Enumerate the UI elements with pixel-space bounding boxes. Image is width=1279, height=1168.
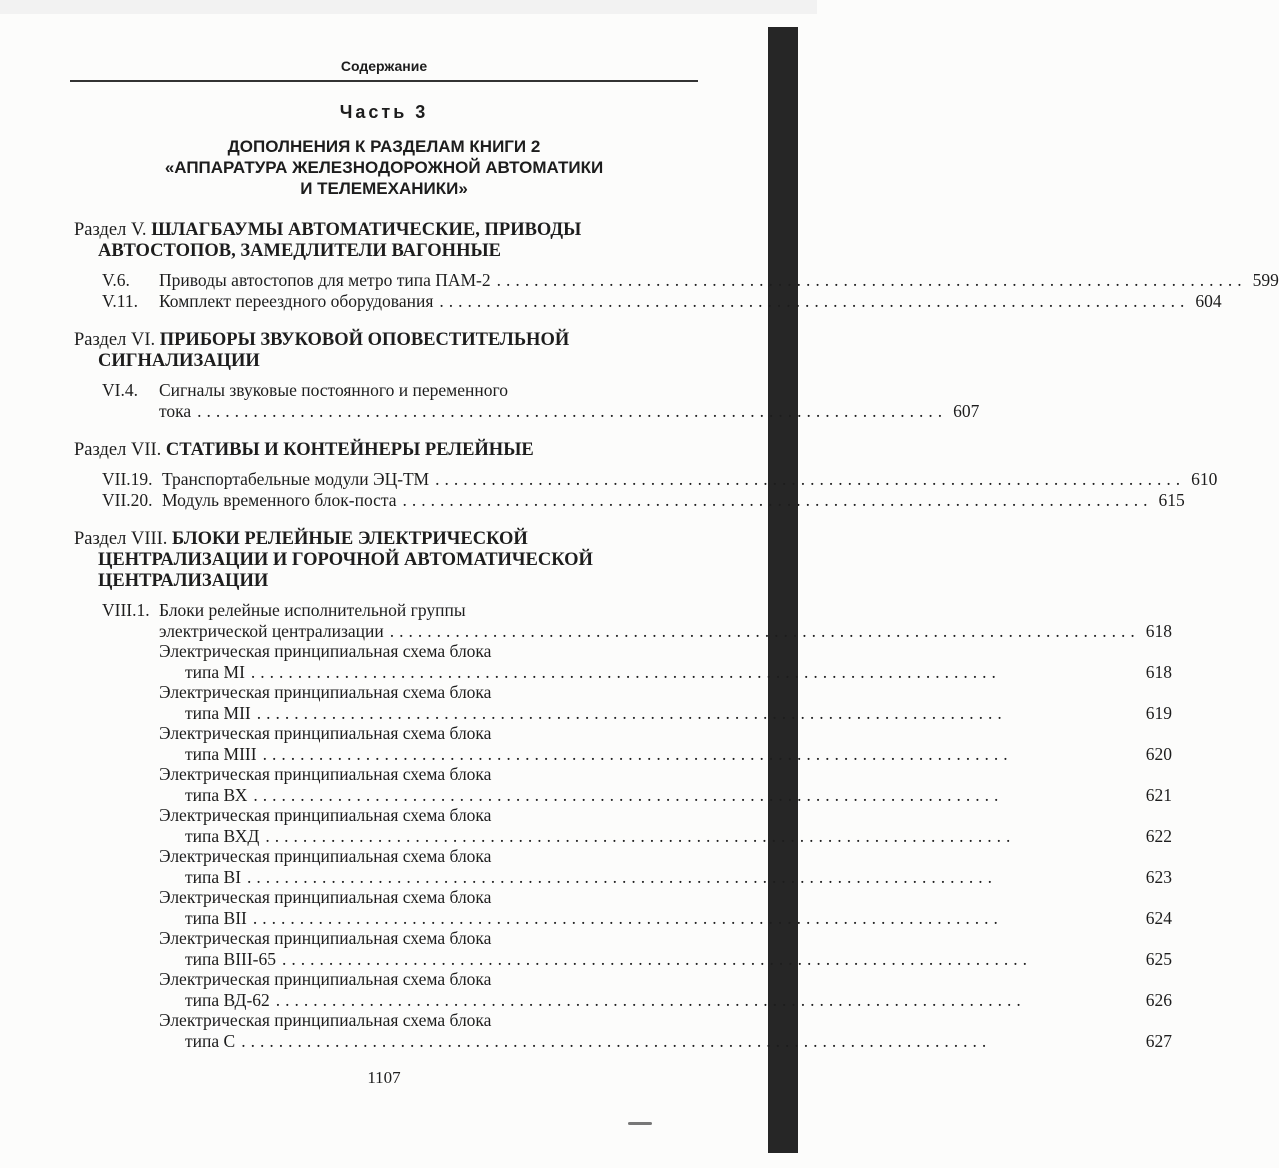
section-heading xyxy=(74,330,699,372)
subentry-title: типа МII xyxy=(185,702,251,723)
section-label: Раздел VII. xyxy=(74,440,162,460)
toc-subentry[interactable] xyxy=(159,682,1172,723)
entry-number: V.11. xyxy=(102,290,138,311)
subentry-title: типа ВII xyxy=(185,907,247,928)
subentry-page: 621 xyxy=(1145,784,1172,805)
dot-leader: ................................................................................ xyxy=(439,290,1190,311)
subentry-title-line: Электрическая принципиальная схема блока xyxy=(159,969,492,989)
subentry-title: типа ВХ xyxy=(185,784,248,805)
toc-subentry[interactable] xyxy=(159,887,1172,928)
section-heading xyxy=(74,529,699,592)
subentry-title: типа ВIII-65 xyxy=(185,948,277,969)
subentry-title-line: Электрическая принципиальная схема блока xyxy=(159,846,492,866)
subentry-title: типа ВХД xyxy=(185,825,260,846)
toc-section xyxy=(74,440,1218,510)
entry-title-line: Сигналы звуковые постоянного и переменного xyxy=(159,380,508,400)
dot-leader: ................................................................................ xyxy=(241,1030,992,1051)
entry-title: тока xyxy=(159,400,192,421)
dot-leader: ................................................................................ xyxy=(435,469,1186,489)
dot-leader: ................................................................................ xyxy=(496,270,1247,290)
toc-subentry[interactable] xyxy=(159,1010,1172,1051)
subentry-page: 619 xyxy=(1145,702,1172,723)
section-title-line: ЦЕНТРАЛИЗАЦИИ xyxy=(98,571,269,591)
subentry-page: 627 xyxy=(1145,1030,1172,1051)
page-number: 1107 xyxy=(367,1068,401,1087)
toc-entry[interactable] xyxy=(74,489,1185,511)
entry-number: V.6. xyxy=(102,270,130,290)
entry-title: Приводы автостопов для метро типа ПАМ-2 xyxy=(159,270,491,290)
entry-title: Транспортабельные модули ЭЦ-ТМ xyxy=(162,469,430,489)
dot-leader: ................................................................................ xyxy=(282,948,1033,969)
toc-subentry[interactable] xyxy=(159,846,1172,887)
dot-leader: ................................................................................ xyxy=(252,907,1003,928)
section-label: Раздел V. xyxy=(74,220,147,240)
dot-leader: ................................................................................ xyxy=(265,825,1016,846)
subentry-page: 623 xyxy=(1145,866,1172,887)
subentry-title: типа МI xyxy=(185,661,245,682)
section-title-line: ПРИБОРЫ ЗВУКОВОЙ ОПОВЕСТИТЕЛЬНОЙ xyxy=(159,330,570,350)
toc-subentry[interactable] xyxy=(159,969,1172,1010)
entry-number: VI.4. xyxy=(102,380,138,400)
part-title: Часть 3 xyxy=(339,102,429,122)
subentry-page: 625 xyxy=(1145,948,1172,969)
dot-leader: ................................................................................ xyxy=(402,489,1153,510)
entry-page: 618 xyxy=(1145,620,1172,641)
subentry-page: 624 xyxy=(1145,907,1172,928)
subentry-title-line: Электрическая принципиальная схема блока xyxy=(159,641,492,661)
header-rule xyxy=(70,80,698,82)
subentry-page: 622 xyxy=(1145,825,1172,846)
entry-number: VIII.1. xyxy=(102,600,150,620)
toc-subentry[interactable] xyxy=(159,723,1172,764)
subentry-title-line: Электрическая принципиальная схема блока xyxy=(159,1010,492,1030)
toc-entry[interactable] xyxy=(74,600,1172,1051)
entry-title: Модуль временного блок-поста xyxy=(162,489,397,510)
subentry-page: 618 xyxy=(1145,661,1172,682)
toc-section xyxy=(74,220,1279,311)
book-title xyxy=(0,136,768,199)
section-title-line: ШЛАГБАУМЫ АВТОМАТИЧЕСКИЕ, ПРИВОДЫ xyxy=(151,220,582,240)
toc-subentry[interactable] xyxy=(159,764,1172,805)
dot-leader: ................................................................................ xyxy=(197,400,948,421)
entry-number: VII.19. xyxy=(102,469,153,489)
toc-entry[interactable] xyxy=(74,469,1218,490)
subentry-title-line: Электрическая принципиальная схема блока xyxy=(159,887,492,907)
dot-leader: ................................................................................ xyxy=(253,784,1004,805)
book-title-line: И ТЕЛЕМЕХАНИКИ» xyxy=(300,179,468,198)
table-of-contents xyxy=(74,220,1279,1070)
entry-page: 604 xyxy=(1195,290,1222,311)
entry-page: 610 xyxy=(1191,469,1218,489)
toc-section xyxy=(74,330,980,421)
section-heading xyxy=(74,220,699,262)
section-title-line: СТАТИВЫ И КОНТЕЙНЕРЫ РЕЛЕЙНЫЕ xyxy=(165,440,534,460)
entry-title: электрической централизации xyxy=(159,620,384,641)
toc-subentry[interactable] xyxy=(159,805,1172,846)
dot-leader: ................................................................................ xyxy=(389,620,1140,641)
toc-entry[interactable] xyxy=(74,270,1279,291)
subentry-page: 620 xyxy=(1145,743,1172,764)
dot-leader: ................................................................................ xyxy=(250,661,1001,682)
entry-title: Комплект переездного оборудования xyxy=(159,290,434,311)
subentry-title: типа ВI xyxy=(185,866,242,887)
book-title-line: «АППАРАТУРА ЖЕЛЕЗНОДОРОЖНОЙ АВТОМАТИКИ xyxy=(164,158,604,177)
section-label: Раздел VIII. xyxy=(74,529,168,549)
dot-leader: ................................................................................ xyxy=(247,866,998,887)
section-title-line: БЛОКИ РЕЛЕЙНЫЕ ЭЛЕКТРИЧЕСКОЙ xyxy=(172,529,528,549)
section-heading xyxy=(74,440,699,461)
scan-smudge xyxy=(628,1122,652,1125)
toc-entry[interactable] xyxy=(74,380,980,421)
running-head: Содержание xyxy=(340,58,428,74)
scan-edge xyxy=(0,0,817,14)
subentry-title: типа МIII xyxy=(185,743,257,764)
subentry-page: 626 xyxy=(1145,989,1172,1010)
subentry-title: типа ВД-62 xyxy=(185,989,270,1010)
toc-section xyxy=(74,529,1172,1051)
dot-leader: ................................................................................ xyxy=(256,702,1007,723)
book-title-line: ДОПОЛНЕНИЯ К РАЗДЕЛАМ КНИГИ 2 xyxy=(227,137,541,156)
dot-leader: ................................................................................ xyxy=(275,989,1026,1010)
subentry-title: типа С xyxy=(185,1030,236,1051)
section-title-line: ЦЕНТРАЛИЗАЦИИ И ГОРОЧНОЙ АВТОМАТИЧЕСКОЙ xyxy=(98,550,593,570)
entry-page: 607 xyxy=(953,400,980,421)
dot-leader: ................................................................................ xyxy=(262,743,1013,764)
subentry-title-line: Электрическая принципиальная схема блока xyxy=(159,682,492,702)
toc-subentry[interactable] xyxy=(159,641,1172,682)
section-title-line: АВТОСТОПОВ, ЗАМЕДЛИТЕЛИ ВАГОННЫЕ xyxy=(98,241,501,261)
toc-subentry[interactable] xyxy=(159,928,1172,969)
subentry-title-line: Электрическая принципиальная схема блока xyxy=(159,928,492,948)
entry-number: VII.20. xyxy=(102,489,153,510)
entry-page: 599 xyxy=(1252,270,1279,290)
subentry-title-line: Электрическая принципиальная схема блока xyxy=(159,805,492,825)
entry-page: 615 xyxy=(1158,489,1185,510)
section-label: Раздел VI. xyxy=(74,330,156,350)
entry-title-line: Блоки релейные исполнительной группы xyxy=(159,600,466,620)
subentry-title-line: Электрическая принципиальная схема блока xyxy=(159,764,492,784)
section-title-line: СИГНАЛИЗАЦИИ xyxy=(98,351,260,371)
subentry-title-line: Электрическая принципиальная схема блока xyxy=(159,723,492,743)
toc-entry[interactable] xyxy=(74,290,1222,312)
